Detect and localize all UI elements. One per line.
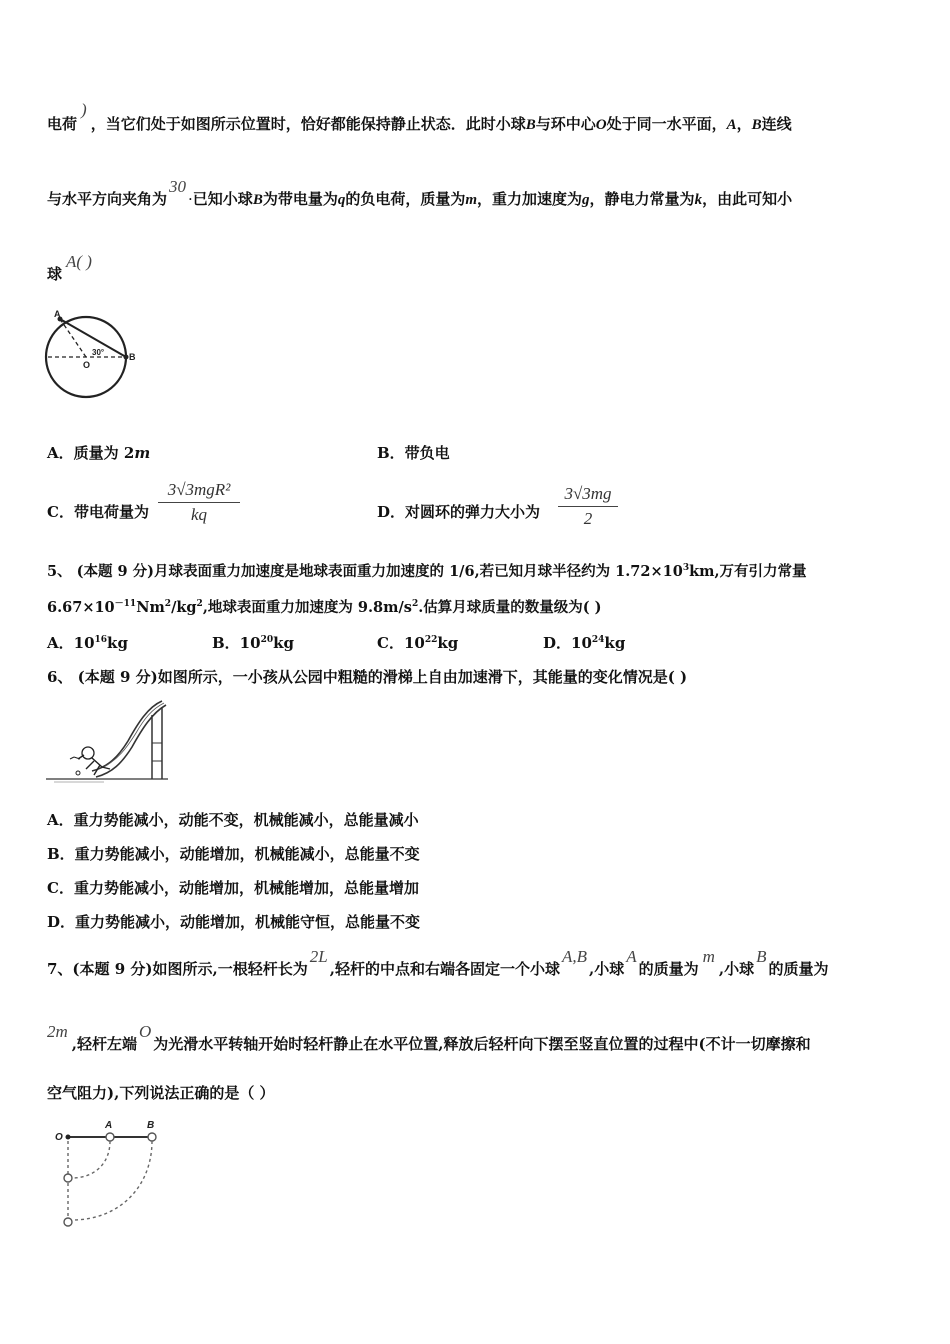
q4-line1-paren: ) bbox=[81, 100, 87, 119]
circle-ring-figure bbox=[40, 305, 150, 405]
label-b: B bbox=[147, 1120, 155, 1131]
q4-option-a[interactable]: A．质量为 2m bbox=[47, 444, 151, 462]
pivot-o bbox=[66, 1135, 71, 1140]
q4-line1: 电荷)，当它们处于如图所示位置时，恰好都能保持静止状态．此时小球B与环中心O处于同一水平面，A，B连线 bbox=[47, 100, 792, 133]
q5-stem-line1: 5、 (本题 9 分)月球表面重力加速度是地球表面重力加速度的 1/6,若已知月球半径约为 $1.72\times 10^3km$,万有引力常量 bbox=[47, 563, 807, 580]
q5-option-d[interactable]: D．$10^{24}kg$ bbox=[543, 634, 626, 652]
ball-a-start bbox=[106, 1133, 114, 1141]
q6-option-c[interactable]: C．重力势能减小，动能增加，机械能增加，总能量增加 bbox=[47, 879, 419, 897]
q4-line2: 与水平方向夹角为30·已知小球B为带电量为q的负电荷，质量为m，重力加速度为g，静电力常量为k，由此可知小 bbox=[47, 177, 793, 208]
label-b: B bbox=[129, 352, 136, 362]
q4-option-d[interactable]: D．对圆环的弹力大小为 bbox=[377, 503, 541, 521]
label-o: O bbox=[83, 360, 91, 370]
q7-line3: 空气阻力),下列说法正确的是（ ） bbox=[47, 1084, 275, 1102]
angle-30: 30 bbox=[169, 177, 187, 196]
label-a: A bbox=[54, 309, 61, 319]
ball-a-end bbox=[64, 1174, 72, 1182]
q5-option-a[interactable]: A．$10^{16}kg$ bbox=[47, 634, 128, 652]
q4-option-d-fraction: 3√3mg 2 bbox=[558, 483, 618, 530]
rod-pendulum-figure bbox=[48, 1116, 172, 1234]
q5-option-c[interactable]: C．$10^{22}kg$ bbox=[377, 634, 459, 652]
q6-stem: 6、 (本题 9 分)如图所示，一小孩从公园中粗糙的滑梯上自由加速滑下，其能量的变化情况是( ) bbox=[47, 668, 688, 686]
ball-b bbox=[124, 355, 129, 360]
label-o: O bbox=[55, 1132, 63, 1143]
child-head bbox=[82, 747, 94, 759]
answer-bracket: A( ) bbox=[66, 252, 92, 271]
label-angle: 30° bbox=[92, 348, 105, 357]
q4-line1-a: 电荷 bbox=[47, 115, 78, 133]
q4-option-c[interactable]: C．带电荷量为 bbox=[47, 503, 149, 521]
q7-line1: 7、(本题 9 分)如图所示,一根轻杆长为2L,轻杆的中点和右端各固定一个小球A,B,小球A的质量为m,小球B的质量为 bbox=[47, 947, 829, 978]
ball-b-end bbox=[64, 1218, 72, 1226]
ball-b-start bbox=[148, 1133, 156, 1141]
q6-option-b[interactable]: B．重力势能减小，动能增加，机械能减小，总能量不变 bbox=[47, 845, 420, 863]
slide-child-figure bbox=[44, 697, 172, 789]
q4-option-b[interactable]: B．带负电 bbox=[377, 444, 450, 462]
arc-a bbox=[72, 1141, 110, 1178]
q4-line3: 球A( ) bbox=[47, 252, 92, 283]
q5-option-b[interactable]: B．$10^{20}kg$ bbox=[212, 634, 294, 652]
arc-b bbox=[72, 1141, 152, 1220]
label-a: A bbox=[105, 1120, 113, 1131]
q4-option-c-fraction: 3√3mgR² kq bbox=[158, 479, 240, 526]
q6-option-d[interactable]: D．重力势能减小，动能增加，机械能守恒，总能量不变 bbox=[47, 913, 421, 931]
q6-option-a[interactable]: A．重力势能减小，动能不变，机械能减小，总能量减小 bbox=[47, 811, 419, 829]
q5-stem-line2: $6.67\times 10^{-11}Nm^2/kg^2$,地球表面重力加速度为 $9.8m/s^2$.估算月球质量的数量级为( ) bbox=[47, 599, 602, 616]
q7-line2: 2m,轻杆左端O为光滑水平转轴开始时轻杆静止在水平位置,释放后轻杆向下摆至竖直位置的过程中(不计一切摩擦和 bbox=[47, 1022, 811, 1053]
